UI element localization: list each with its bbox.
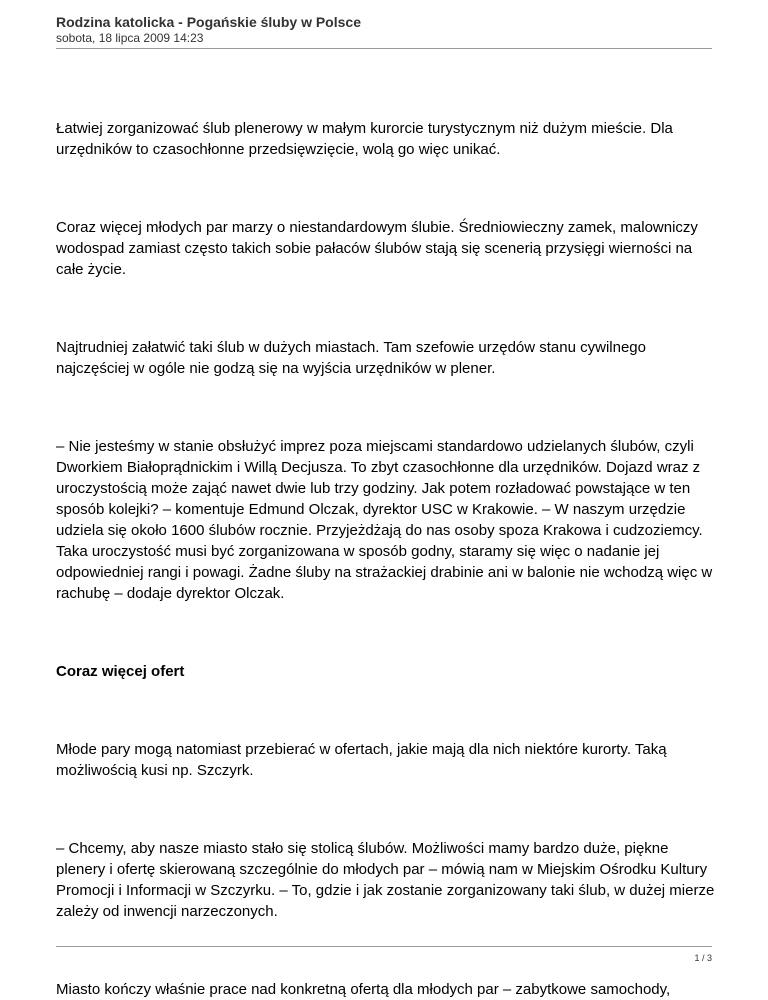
header-divider: [56, 48, 712, 49]
article-body: [56, 118, 716, 1000]
article-title: Rodzina katolicka - Pogańskie śluby w Polsce: [56, 14, 361, 30]
paragraph-2: Coraz więcej młodych par marzy o niestandardowym ślubie. Średniowieczny zamek, malowniczy wodospad zamiast często takich sobie pałaców ślubów stają się scenerią przysięgi wierności na całe życie.: [56, 219, 698, 278]
page-header: [56, 14, 712, 45]
paragraph-1: Łatwiej zorganizować ślub plenerowy w małym kurorcie turystycznym niż dużym mieście. Dla urzędników to czasochłonne przedsięwzięcie, wolą go więc unikać.: [56, 120, 673, 158]
footer-divider: [56, 946, 712, 947]
paragraph-4: – Nie jesteśmy w stanie obsłużyć imprez poza miejscami standardowo udzielanych ślubów, czyli Dworkiem Białoprądnickim i Willą Decjusza. To zbyt czasochłonne dla urzędników. Dojazd wraz z uroczystością może zająć nawet dwie lub trzy godziny. Jak potem rozładować powstające w ten sposób kolejki? – komentuje Edmund Olczak, dyrektor USC w Krakowie. – W naszym urzędzie udziela się około 1600 ślubów rocznie. Przyjeżdżają do nas osoby spoza Krakowa i cudzoziemcy. Taka uroczystość musi być zorganizowana w sposób godny, staramy się więc o nadanie jej odpowiedniej rangi i powagi. Żadne śluby na strażackiej drabinie ani w balonie nie wchodzą więc w rachubę – dodaje dyrektor Olczak.: [56, 438, 713, 602]
section-heading: Coraz więcej ofert: [56, 663, 185, 680]
paragraph-5: Młode pary mogą natomiast przebierać w ofertach, jakie mają dla nich niektóre kurorty. Taką możliwością kusi np. Szczyrk.: [56, 741, 667, 779]
article-date: sobota, 18 lipca 2009 14:23: [56, 31, 204, 45]
paragraph-3: Najtrudniej załatwić taki ślub w dużych miastach. Tam szefowie urzędów stanu cywilnego najczęściej w ogóle nie godzą się na wyjścia urzędników w plener.: [56, 339, 646, 377]
page-number: 1 / 3: [694, 953, 712, 963]
paragraph-6: – Chcemy, aby nasze miasto stało się stolicą ślubów. Możliwości mamy bardzo duże, piękne plenery i ofertę skierowaną szczególnie do młodych par – mówią nam w Miejskim Ośrodku Kultury Promocji i Informacji w Szczyrku. – To, gdzie i jak zostanie zorganizowany taki ślub, w dużej mierze zależy od inwencji narzeczonych.: [56, 840, 715, 920]
paragraph-7: Miasto kończy właśnie prace nad konkretną ofertą dla młodych par – zabytkowe samochody,: [56, 981, 671, 998]
